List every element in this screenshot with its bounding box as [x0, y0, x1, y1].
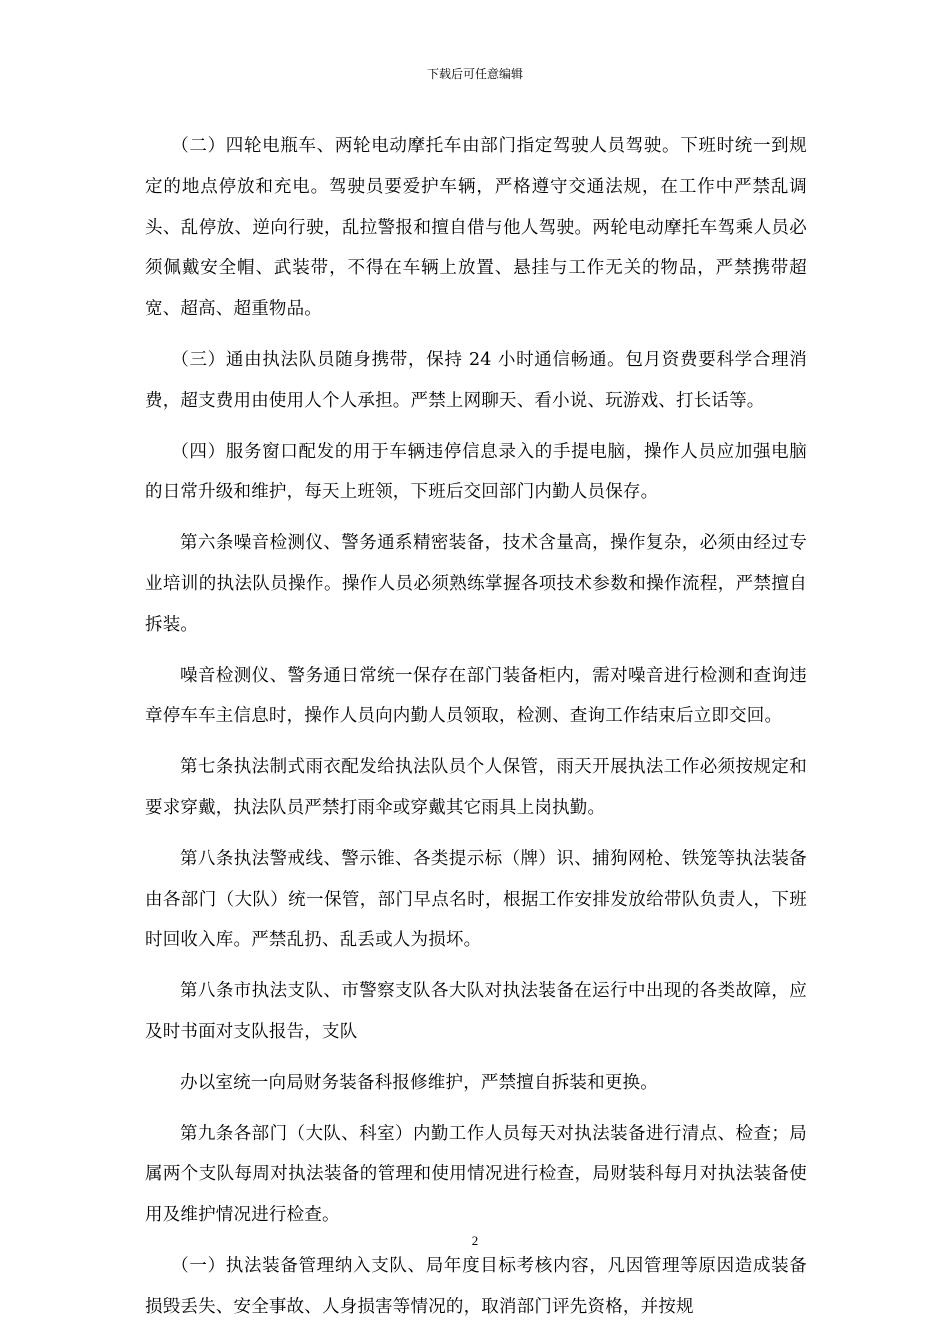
paragraph: 第七条执法制式雨衣配发给执法队员个人保管，雨天开展执法工作必须按规定和要求穿戴，执法队员严禁打雨伞或穿戴其它雨具上岗执勤。 — [145, 757, 807, 818]
paragraph: 第六条噪音检测仪、警务通系精密装备，技术含量高，操作复杂，必须由经过专业培训的执法队员操作。操作人员必须熟练掌握各项技术参数和操作流程，严禁擅自拆装。 — [145, 533, 807, 635]
paragraph: 噪音检测仪、警务通日常统一保存在部门装备柜内，需对噪音进行检测和查询违章停车车主信息时，操作人员向内勤人员领取，检测、查询工作结束后立即交回。 — [145, 665, 807, 727]
paragraph: （二）四轮电瓶车、两轮电动摩托车由部门指定驾驶人员驾驶。下班时统一到规定的地点停放和充电。驾驶员要爱护车辆，严格遵守交通法规，在工作中严禁乱调头、乱停放、逆向行驶，乱拉警报和擅自借与他人驾驶。两轮电动摩托车驾乘人员必须佩戴安全帽、武装带，不得在车辆上放置、悬挂与工作无关的物品，严禁携带超宽、超高、超重物品。 — [145, 136, 807, 320]
paragraph: （四）服务窗口配发的用于车辆违停信息录入的手提电脑，操作人员应加强电脑的日常升级和维护，每天上班领，下班后交回部门内勤人员保存。 — [145, 441, 807, 503]
document-body — [145, 126, 807, 1328]
paragraph: （一）执法装备管理纳入支队、局年度目标考核内容，凡因管理等原因造成装备损毁丢失、安全事故、人身损害等情况的，取消部门评先资格，并按规 — [145, 1255, 807, 1317]
paragraph: 第八条市执法支队、市警察支队各大队对执法装备在运行中出现的各类故障，应及时书面对支队报告，支队 — [145, 981, 807, 1042]
page-header: 下载后可任意编辑 — [426, 67, 523, 81]
page-number: 2 — [471, 1233, 479, 1248]
paragraph: 办以室统一向局财务装备科报修维护，严禁擅自拆装和更换。 — [180, 1072, 658, 1093]
paragraph: 第九条各部门（大队、科室）内勤工作人员每天对执法装备进行清点、检查；局属两个支队每周对执法装备的管理和使用情况进行检查，局财装科每月对执法装备使用及维护情况进行检查。 — [145, 1123, 807, 1226]
paragraph: 第八条执法警戒线、警示锥、各类提示标（牌）识、捕狗网枪、铁笼等执法装备由各部门（大队）统一保管，部门早点名时，根据工作安排发放给带队负责人，下班时回收入库。严禁乱扔、乱丢或人为损坏。 — [145, 848, 807, 951]
paragraph: （三）通由执法队员随身携带，保持 24 小时通信畅通。包月资费要科学合理消费，超支费用由使用人个人承担。严禁上网聊天、看小说、玩游戏、打长话等。 — [145, 349, 807, 411]
